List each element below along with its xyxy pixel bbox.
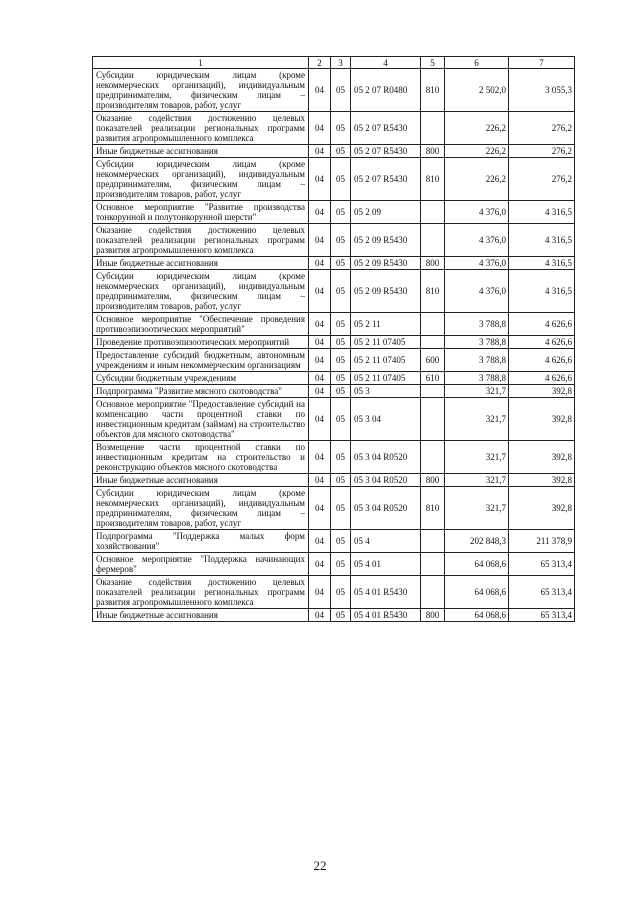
budget-table <box>92 56 575 622</box>
row-subsection-cell: 05 <box>331 257 351 270</box>
header-col-7: 7 <box>509 57 575 69</box>
row-name-cell: Иные бюджетные ассигнования <box>93 257 309 270</box>
row-expense-type-cell <box>421 224 445 257</box>
table-row <box>93 158 575 201</box>
row-target-article-cell: 05 2 09 R5430 <box>351 224 421 257</box>
row-amount-2-cell: 392,8 <box>509 474 575 487</box>
row-target-article-cell: 05 3 04 R0520 <box>351 441 421 474</box>
row-name-cell: Иные бюджетные ассигнования <box>93 145 309 158</box>
row-name-cell: Проведение противоэпизоотических мероприятий <box>93 336 309 349</box>
row-expense-type-cell <box>421 576 445 609</box>
row-subsection-cell: 05 <box>331 372 351 385</box>
row-subsection-cell: 05 <box>331 349 351 372</box>
row-amount-2-cell: 276,2 <box>509 145 575 158</box>
row-section-cell: 04 <box>309 553 331 576</box>
row-subsection-cell: 05 <box>331 69 351 112</box>
row-expense-type-cell <box>421 530 445 553</box>
row-amount-1-cell: 4 376,0 <box>445 201 509 224</box>
row-section-cell: 04 <box>309 257 331 270</box>
row-amount-1-cell: 64 068,6 <box>445 609 509 622</box>
row-section-cell: 04 <box>309 609 331 622</box>
row-target-article-cell: 05 4 01 <box>351 553 421 576</box>
row-amount-1-cell: 202 848,3 <box>445 530 509 553</box>
row-name-cell: Оказание содействия достижению целевых показателей реализации региональных программ развития агропромышленного комплекса <box>93 112 309 145</box>
table-row <box>93 553 575 576</box>
row-target-article-cell: 05 2 09 <box>351 201 421 224</box>
row-amount-1-cell: 64 068,6 <box>445 553 509 576</box>
row-name-cell: Основное мероприятие "Обеспечение проведения противоэпизоотических мероприятий" <box>93 313 309 336</box>
row-expense-type-cell: 800 <box>421 145 445 158</box>
row-section-cell: 04 <box>309 474 331 487</box>
row-expense-type-cell <box>421 441 445 474</box>
row-section-cell: 04 <box>309 441 331 474</box>
row-amount-1-cell: 64 068,6 <box>445 576 509 609</box>
row-name-cell: Основное мероприятие "Предоставление субсидий на компенсацию части процентной ставки по инвестиционным кредитам (займам) на строительство объектов для мясного скотоводства" <box>93 398 309 441</box>
row-target-article-cell: 05 4 01 R5430 <box>351 576 421 609</box>
row-name-cell: Возмещение части процентной ставки по инвестиционным кредитам на строительство и реконструкцию объектов мясного скотоводства <box>93 441 309 474</box>
row-expense-type-cell <box>421 553 445 576</box>
row-amount-2-cell: 65 313,4 <box>509 576 575 609</box>
row-subsection-cell: 05 <box>331 576 351 609</box>
row-expense-type-cell <box>421 398 445 441</box>
row-expense-type-cell <box>421 313 445 336</box>
row-section-cell: 04 <box>309 336 331 349</box>
table-row <box>93 313 575 336</box>
row-name-cell: Субсидии юридическим лицам (кроме некоммерческих организаций), индивидуальным предпринимателям, физическим лицам – производителям товаров, работ, услуг <box>93 69 309 112</box>
row-subsection-cell: 05 <box>331 441 351 474</box>
row-name-cell: Субсидии юридическим лицам (кроме некоммерческих организаций), индивидуальным предпринимателям, физическим лицам – производителям товаров, работ, услуг <box>93 158 309 201</box>
row-amount-2-cell: 4 316,5 <box>509 257 575 270</box>
row-section-cell: 04 <box>309 372 331 385</box>
row-subsection-cell: 05 <box>331 553 351 576</box>
table-row <box>93 270 575 313</box>
row-subsection-cell: 05 <box>331 145 351 158</box>
table-row <box>93 257 575 270</box>
row-expense-type-cell <box>421 112 445 145</box>
row-section-cell: 04 <box>309 145 331 158</box>
row-section-cell: 04 <box>309 270 331 313</box>
row-target-article-cell: 05 3 <box>351 385 421 398</box>
row-target-article-cell: 05 2 11 07405 <box>351 349 421 372</box>
row-name-cell: Основное мероприятие "Поддержка начинающих фермеров" <box>93 553 309 576</box>
table-row <box>93 69 575 112</box>
row-expense-type-cell: 800 <box>421 609 445 622</box>
header-col-1: 1 <box>93 57 309 69</box>
row-section-cell: 04 <box>309 398 331 441</box>
row-section-cell: 04 <box>309 487 331 530</box>
row-amount-2-cell: 4 626,6 <box>509 336 575 349</box>
row-subsection-cell: 05 <box>331 530 351 553</box>
row-amount-2-cell: 392,8 <box>509 398 575 441</box>
row-target-article-cell: 05 3 04 R0520 <box>351 474 421 487</box>
row-target-article-cell: 05 3 04 R0520 <box>351 487 421 530</box>
row-section-cell: 04 <box>309 158 331 201</box>
row-expense-type-cell: 600 <box>421 349 445 372</box>
row-section-cell: 04 <box>309 385 331 398</box>
header-col-4: 4 <box>351 57 421 69</box>
row-target-article-cell: 05 2 07 R5430 <box>351 158 421 201</box>
row-expense-type-cell: 800 <box>421 257 445 270</box>
row-subsection-cell: 05 <box>331 385 351 398</box>
table-row <box>93 398 575 441</box>
header-col-5: 5 <box>421 57 445 69</box>
row-target-article-cell: 05 2 11 <box>351 313 421 336</box>
row-amount-2-cell: 276,2 <box>509 112 575 145</box>
row-amount-1-cell: 3 788,8 <box>445 349 509 372</box>
table-row <box>93 609 575 622</box>
table-row <box>93 224 575 257</box>
row-expense-type-cell: 810 <box>421 69 445 112</box>
row-amount-2-cell: 65 313,4 <box>509 609 575 622</box>
row-amount-2-cell: 4 316,5 <box>509 270 575 313</box>
row-expense-type-cell: 810 <box>421 487 445 530</box>
row-target-article-cell: 05 2 09 R5430 <box>351 257 421 270</box>
table-row <box>93 201 575 224</box>
row-target-article-cell: 05 2 07 R5430 <box>351 145 421 158</box>
row-name-cell: Подпрограмма "Развитие мясного скотоводства" <box>93 385 309 398</box>
table-body <box>93 57 575 622</box>
table-row <box>93 385 575 398</box>
row-amount-2-cell: 4 316,5 <box>509 224 575 257</box>
table-header-row <box>93 57 575 69</box>
row-amount-2-cell: 4 626,6 <box>509 313 575 336</box>
row-amount-1-cell: 321,7 <box>445 385 509 398</box>
row-subsection-cell: 05 <box>331 474 351 487</box>
row-amount-2-cell: 392,8 <box>509 385 575 398</box>
row-amount-2-cell: 392,8 <box>509 441 575 474</box>
row-subsection-cell: 05 <box>331 112 351 145</box>
row-section-cell: 04 <box>309 576 331 609</box>
row-section-cell: 04 <box>309 201 331 224</box>
row-name-cell: Предоставление субсидий бюджетным, автономным учреждениям и иным некоммерческим организациям <box>93 349 309 372</box>
table-row <box>93 336 575 349</box>
header-col-2: 2 <box>309 57 331 69</box>
row-section-cell: 04 <box>309 313 331 336</box>
row-section-cell: 04 <box>309 112 331 145</box>
row-target-article-cell: 05 4 01 R5430 <box>351 609 421 622</box>
row-subsection-cell: 05 <box>331 313 351 336</box>
row-amount-1-cell: 4 376,0 <box>445 257 509 270</box>
row-section-cell: 04 <box>309 349 331 372</box>
row-amount-1-cell: 4 376,0 <box>445 224 509 257</box>
row-subsection-cell: 05 <box>331 336 351 349</box>
row-amount-2-cell: 276,2 <box>509 158 575 201</box>
row-subsection-cell: 05 <box>331 398 351 441</box>
row-target-article-cell: 05 2 11 07405 <box>351 372 421 385</box>
page-number: 22 <box>313 858 327 873</box>
table-row <box>93 349 575 372</box>
row-amount-1-cell: 4 376,0 <box>445 270 509 313</box>
row-subsection-cell: 05 <box>331 487 351 530</box>
row-target-article-cell: 05 2 07 R0480 <box>351 69 421 112</box>
row-amount-1-cell: 3 788,8 <box>445 372 509 385</box>
row-name-cell: Субсидии юридическим лицам (кроме некоммерческих организаций), индивидуальным предпринимателям, физическим лицам – производителям товаров, работ, услуг <box>93 487 309 530</box>
row-amount-2-cell: 392,8 <box>509 487 575 530</box>
row-expense-type-cell <box>421 201 445 224</box>
row-amount-1-cell: 321,7 <box>445 474 509 487</box>
row-amount-2-cell: 4 626,6 <box>509 372 575 385</box>
row-amount-2-cell: 65 313,4 <box>509 553 575 576</box>
row-name-cell: Иные бюджетные ассигнования <box>93 474 309 487</box>
row-amount-1-cell: 226,2 <box>445 158 509 201</box>
row-name-cell: Субсидии юридическим лицам (кроме некоммерческих организаций), индивидуальным предпринимателям, физическим лицам – производителям товаров, работ, услуг <box>93 270 309 313</box>
row-target-article-cell: 05 3 04 <box>351 398 421 441</box>
table-row <box>93 372 575 385</box>
row-name-cell: Субсидии бюджетным учреждениям <box>93 372 309 385</box>
table-row <box>93 145 575 158</box>
row-section-cell: 04 <box>309 224 331 257</box>
row-subsection-cell: 05 <box>331 158 351 201</box>
row-expense-type-cell <box>421 385 445 398</box>
row-amount-1-cell: 3 788,8 <box>445 336 509 349</box>
row-name-cell: Иные бюджетные ассигнования <box>93 609 309 622</box>
row-section-cell: 04 <box>309 530 331 553</box>
row-target-article-cell: 05 4 <box>351 530 421 553</box>
table-row <box>93 576 575 609</box>
row-section-cell: 04 <box>309 69 331 112</box>
row-name-cell: Оказание содействия достижению целевых показателей реализации региональных программ развития агропромышленного комплекса <box>93 224 309 257</box>
header-col-6: 6 <box>445 57 509 69</box>
row-expense-type-cell <box>421 336 445 349</box>
row-amount-2-cell: 211 378,9 <box>509 530 575 553</box>
row-amount-2-cell: 3 055,3 <box>509 69 575 112</box>
table-row <box>93 487 575 530</box>
row-target-article-cell: 05 2 09 R5430 <box>351 270 421 313</box>
row-amount-1-cell: 2 502,0 <box>445 69 509 112</box>
table-row <box>93 441 575 474</box>
row-amount-1-cell: 226,2 <box>445 145 509 158</box>
row-name-cell: Оказание содействия достижению целевых показателей реализации региональных программ развития агропромышленного комплекса <box>93 576 309 609</box>
row-amount-2-cell: 4 626,6 <box>509 349 575 372</box>
row-subsection-cell: 05 <box>331 201 351 224</box>
row-subsection-cell: 05 <box>331 224 351 257</box>
row-expense-type-cell: 810 <box>421 158 445 201</box>
row-amount-1-cell: 321,7 <box>445 487 509 530</box>
row-amount-2-cell: 4 316,5 <box>509 201 575 224</box>
table-row <box>93 112 575 145</box>
row-expense-type-cell: 800 <box>421 474 445 487</box>
table-row <box>93 530 575 553</box>
row-amount-1-cell: 3 788,8 <box>445 313 509 336</box>
row-target-article-cell: 05 2 11 07405 <box>351 336 421 349</box>
row-expense-type-cell: 810 <box>421 270 445 313</box>
row-subsection-cell: 05 <box>331 609 351 622</box>
header-col-3: 3 <box>331 57 351 69</box>
row-name-cell: Подпрограмма "Поддержка малых форм хозяйствования" <box>93 530 309 553</box>
row-amount-1-cell: 321,7 <box>445 398 509 441</box>
row-target-article-cell: 05 2 07 R5430 <box>351 112 421 145</box>
row-expense-type-cell: 610 <box>421 372 445 385</box>
row-subsection-cell: 05 <box>331 270 351 313</box>
row-name-cell: Основное мероприятие "Развитие производства тонкорунной и полутонкорунной шерсти" <box>93 201 309 224</box>
row-amount-1-cell: 226,2 <box>445 112 509 145</box>
table-row <box>93 474 575 487</box>
row-amount-1-cell: 321,7 <box>445 441 509 474</box>
